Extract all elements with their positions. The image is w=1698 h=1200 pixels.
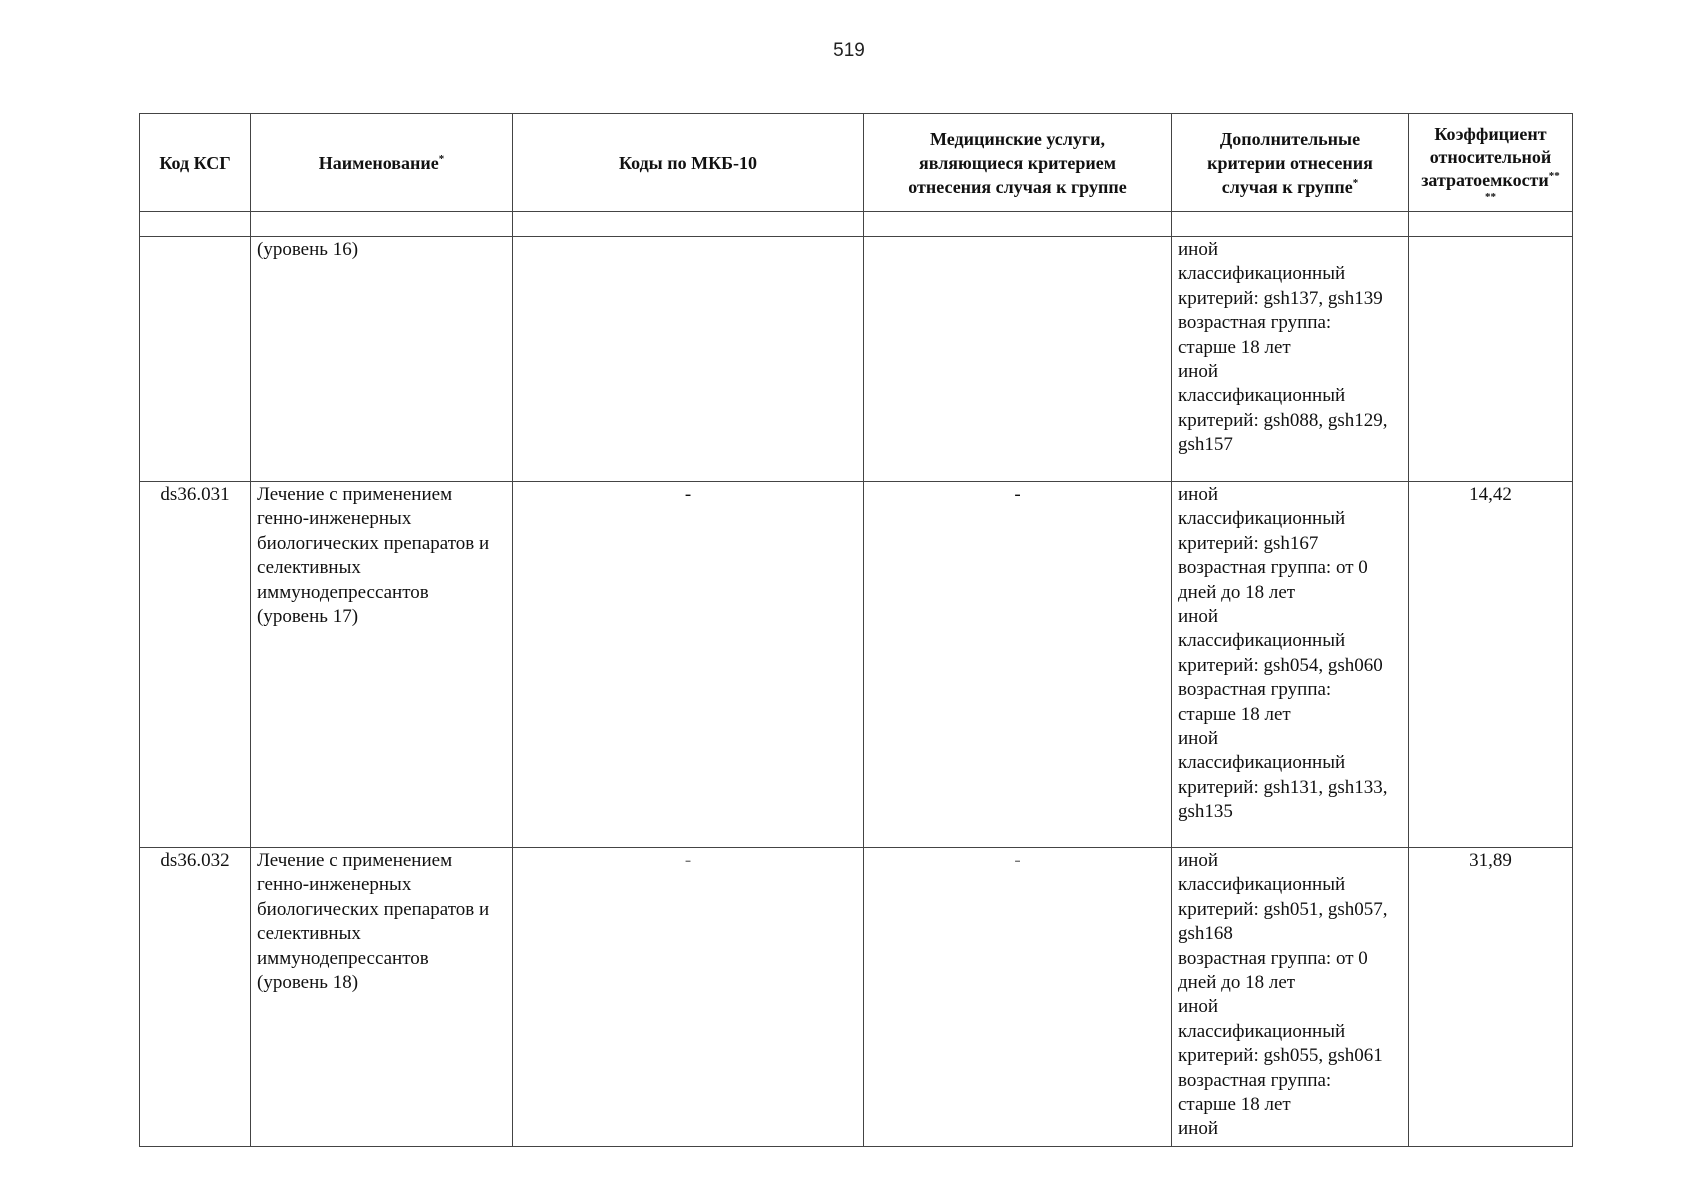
- coefficient: 14,42: [1409, 482, 1573, 848]
- ksg-code: ds36.032: [140, 848, 251, 1147]
- spacer-row: [140, 212, 1573, 237]
- medical-services: -: [864, 482, 1172, 848]
- header-services: Медицинские услуги, являющиеся критерием отнесения случая к группе: [864, 114, 1172, 212]
- header-criteria: Дополнительные критерии отнесения случая к группе*: [1172, 114, 1409, 212]
- additional-criteria: иной классификационный критерий: gsh167 возрастная группа: от 0 дней до 18 лет иной классификационный критерий: gsh054, gsh060 возрастная группа: старше 18 лет иной классификационный критерий: gsh131, gsh133, gsh135: [1172, 482, 1409, 848]
- header-name: Наименование*: [251, 114, 513, 212]
- mkb-codes: -: [513, 848, 864, 1147]
- medical-services: -: [864, 848, 1172, 1147]
- mkb-codes: [513, 237, 864, 482]
- medical-services: [864, 237, 1172, 482]
- table-row: [140, 482, 1573, 848]
- page-number: 519: [833, 40, 865, 61]
- header-code: Код КСГ: [140, 114, 251, 212]
- ksg-table: [139, 113, 1573, 1147]
- header-mkb: Коды по МКБ-10: [513, 114, 864, 212]
- ksg-name: (уровень 16): [251, 237, 513, 482]
- coefficient: 31,89: [1409, 848, 1573, 1147]
- header-coefficient: Коэффициент относительной затратоемкости** **: [1409, 114, 1573, 212]
- additional-criteria: иной классификационный критерий: gsh137, gsh139 возрастная группа: старше 18 лет иной классификационный критерий: gsh088, gsh129, gsh157: [1172, 237, 1409, 482]
- mkb-codes: -: [513, 482, 864, 848]
- table-row: [140, 237, 1573, 482]
- coefficient: [1409, 237, 1573, 482]
- ksg-name: Лечение с применением генно-инженерных биологических препаратов и селективных иммунодепрессантов (уровень 18): [251, 848, 513, 1147]
- ksg-name: Лечение с применением генно-инженерных биологических препаратов и селективных иммунодепрессантов (уровень 17): [251, 482, 513, 848]
- additional-criteria: иной классификационный критерий: gsh051, gsh057, gsh168 возрастная группа: от 0 дней до 18 лет иной классификационный критерий: gsh055, gsh061 возрастная группа: старше 18 лет иной: [1172, 848, 1409, 1147]
- table-row: [140, 848, 1573, 1147]
- header-row: [140, 114, 1573, 212]
- ksg-code: [140, 237, 251, 482]
- ksg-code: ds36.031: [140, 482, 251, 848]
